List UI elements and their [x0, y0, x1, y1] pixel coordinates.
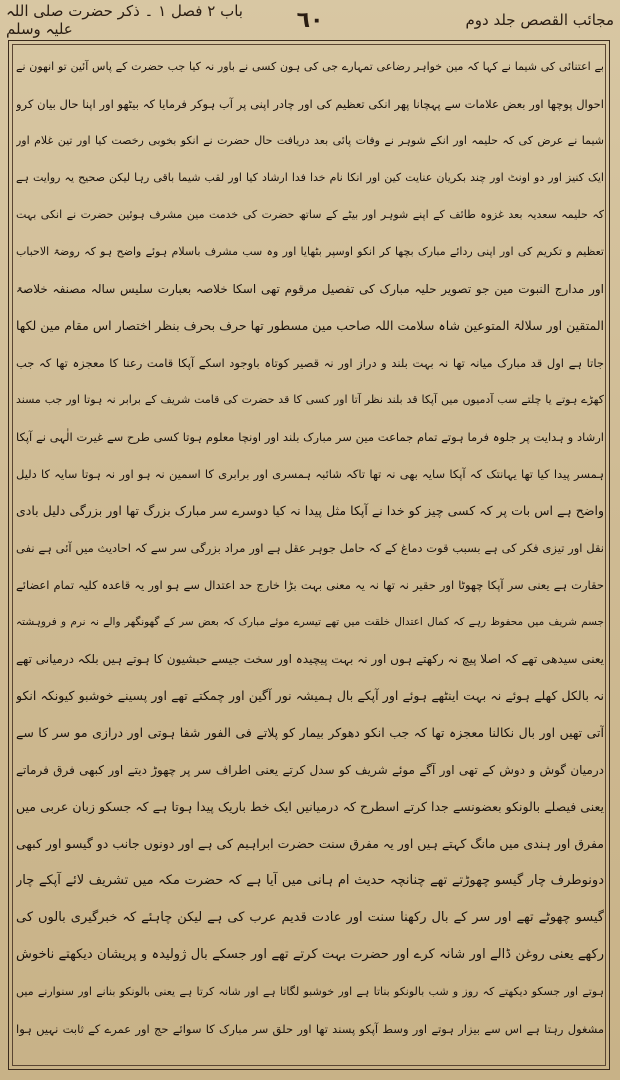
- text-line: کھڑے ہوتے یا چلتے سب آدمیوں میں آپکا قد بلند نظر آتا اور کسی کا قد حضرت کی قامت شریف کے برابر نہ ہوتا اور جب مسند: [16, 393, 604, 406]
- text-line: مفرق اور ہندی میں مانگ کہتے ہیں اور یہ مفرق سنت حضرت ابراہیم کی ہے اور دونوں جانب دو گیسو اور کبھی: [16, 836, 604, 851]
- text-line: احوال پوچھا اور بعض علامات سے پہچانا پھر انکی تعظیم کی اور چادر اپنی پر آب ہوکر فرمایا کہ بیٹھو اور اپنا حال بیان کرو: [16, 97, 604, 111]
- text-line: حقارت ہے یعنی سر آپکا چھوٹا اور حقیر نہ تھا نہ یہ معنی بہت بڑا خارج حد اعتدال سے ہو اور یہ قاعدہ کلیہ تمام اعضائے: [16, 578, 604, 592]
- text-line: نہ بالکل کھلے ہوئے نہ بہت اینٹھے ہوئے اور آپکے بال ہمیشہ نور آگین اور چمکتے تھے اور پسینے خوشبو کیونکہ انکو: [16, 688, 604, 703]
- text-line: ایک کنیز اور دو اونٹ اور چند بکریان عنایت کین اور انکا نام خدا فدا ارشاد کیا اور لقب شیما باقی رہا لیکن صحیح یہ روایت ہے: [16, 171, 604, 184]
- text-line: بے اعتنائی کی شیما نے کہا کہ مین خواہر رضاعی تمہارے جی کی ہون کسی نے باور نہ کیا جب حضرت کے پاس آئین تو انھون نے: [16, 60, 604, 73]
- page-header: [6, 2, 614, 38]
- text-line: نقل اور تیزی فکر کی ہے بسبب قوت دماغ کے کہ حامل جوہر عقل ہے اور مراد بزرگی سر سے کہ احادیث میں آئی ہے نفی: [16, 541, 604, 555]
- text-line: المتقین اور سلالۃ المتوعین شاہ سلامت اللہ صاحب مین مسطور تھا حرف بحرف بنظر اختصار اس مقام مین لکھا: [16, 318, 604, 333]
- text-line: درمیان گوش و دوش کے تھی اور آگے موئے شریف کو سدل کرتے یعنی اطراف سر پر چھوڑ دیتے اور کبھی فرق فرماتے: [16, 763, 604, 777]
- text-line: شیما نے عرض کی کہ حلیمہ اور انکے شوہر نے وفات پائی بعد دریافت حال حضرت نے انکو بخوبی رخصت کیا اور تین غلام اور: [16, 134, 604, 147]
- text-line: یعنی فیصلے بالونکو بعضونسے جدا کرتے اسطرح کہ درمیانیں ایک خط باریک پیدا ہوتا ہے کہ جسکو زبان عربی میں: [16, 799, 604, 814]
- body-text: [16, 48, 604, 1068]
- text-line: اور مدارج النبوت مین جو تصویر حلیہ مبارک کی تفصیل مرقوم تھی اسکا خلاصہ بعبارت سلیس سالہ مصنفہ خلاصۃ: [16, 282, 604, 296]
- text-line: ارشاد و ہدایت پر جلوہ فرما ہوتے تمام جماعت مین سر مبارک بلند اور اونچا معلوم ہوتا کسی طرح سے غیرت الٰہی نے آپکا: [16, 430, 604, 444]
- book-title: مجائب القصص جلد دوم: [465, 11, 614, 29]
- text-line: جاتا ہے اول قد مبارک میانہ تھا نہ بہت بلند و دراز اور نہ قصیر کوتاہ باوجود اسکے آپکا قامت رعنا کا معجزہ تھا کہ جب: [16, 356, 604, 370]
- text-line: ہوتے اور جسکو دیکھتے کہ روز و شب بالونکو بناتا ہے اور خوشبو لگاتا ہے اور شانہ کرتا ہے یعنی بالونکو بنانے اور سنوارنے میں: [16, 985, 604, 998]
- chapter-title: باب ۲ فصل ۱ ۔ ذکر حضرت صلی اللہ علیہ وسلم: [6, 2, 243, 38]
- text-line: مشغول رہتا ہے اس سے بیزار ہوتے اور وسط آپکو پسند تھا اور حلق سر مبارک کا سوائے حج اور عمرے کے ثابت نہیں ہوا: [16, 1022, 604, 1036]
- text-line: ہمسر پیدا کیا تھا یہانتک کہ آپکا سایہ بھی نہ تھا تاکہ شائبہ ہمسری اور برابری کا اسمین نہ ہو اور نہ ہوتا سایہ کا دلیل: [16, 467, 604, 481]
- text-line: گیسو چھوٹے تھے اور سر کے بال رکھنا سنت اور عادت قدیم عرب کی ہے لیکن چاہئے کہ خبرگیری بالوں کی: [16, 910, 604, 925]
- text-line: دونوطرف چار گیسو چھوڑتے تھے چنانچہ حدیث ام ہانی میں آیا ہے کہ حضرت مکہ میں تشریف لائے آپکے چار: [16, 873, 604, 888]
- text-line: یعنی سیدھی تھے کہ اصلا پیچ نہ رکھتے ہوں اور نہ بہت پیچیدہ اور سخت جیسے حبشیون کا ہوتے ہیں بلکہ درمیانی تھے: [16, 652, 604, 666]
- page-number: ٦٠: [296, 7, 324, 33]
- text-line: جسم شریف میں محفوظ رہے کہ کمال اعتدال خلقت میں تھے تیسرے موئے مبارک کہ بعض سر کے گھونگھر والے نہ نرم و فروہشتہ: [16, 616, 604, 628]
- text-line: واضح ہے اس بات پر کہ کسی چیز کو خدا نے آپکا مثل پیدا نہ کیا دوسرے سر مبارک بزرگ تھا اور بزرگی دلیل بادی: [16, 503, 604, 518]
- text-line: کہ حلیمہ سعدیہ بعد غزوہ طائف کے اپنے شوہر اور بیٹے کے ساتھ حضرت کی خدمت مین مشرف ہوئین حضرت نے انکی بہت: [16, 208, 604, 221]
- text-line: رکھے یعنی روغن ڈالے اور شانہ کرے اور حضرت بہت کرتے تھے اور جسکے بال ژولیدہ و پریشان دیکھتے ناخوش: [16, 947, 604, 962]
- text-line: آتی تھیں اور بال نکالنا معجزہ تھا کہ جب انکو دھوکر بیمار کو پلاتے فی الفور شفا ہوتی اور درازی مو سر کا سے: [16, 725, 604, 740]
- text-line: تعظیم و تکریم کی اور اپنی ردائے مبارک بچھا کر انکو اوسپر بٹھایا اور وہ سب مشرف باسلام ہوئے واضح ہو کہ روضۃ الاحباب: [16, 245, 604, 258]
